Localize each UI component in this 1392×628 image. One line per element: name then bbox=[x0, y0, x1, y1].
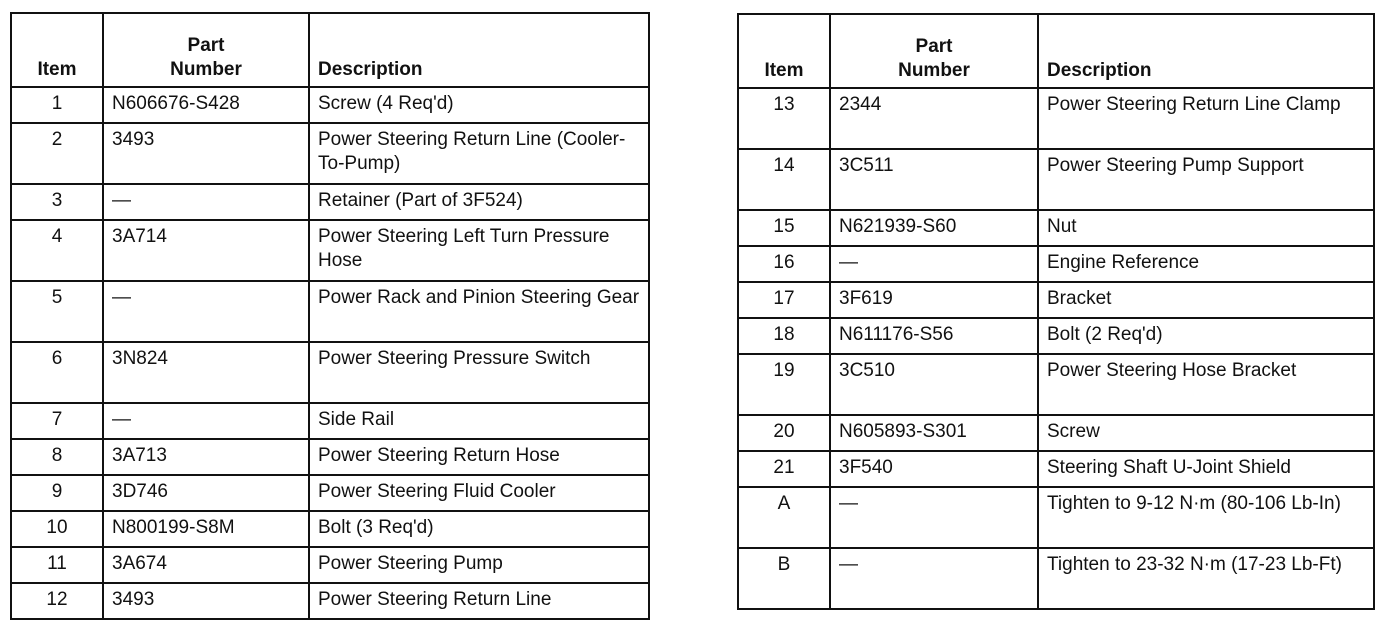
part-number-cell: 3493 bbox=[103, 123, 309, 184]
table-row bbox=[11, 281, 649, 342]
description-cell: Bolt (2 Req'd) bbox=[1038, 318, 1374, 354]
part-number-header: Part Number bbox=[830, 14, 1038, 88]
table-row bbox=[11, 475, 649, 511]
table-row bbox=[738, 451, 1374, 487]
part-number-cell: — bbox=[103, 281, 309, 342]
description-cell: Bolt (3 Req'd) bbox=[309, 511, 649, 547]
left-table-body bbox=[11, 87, 649, 619]
item-cell: 8 bbox=[11, 439, 103, 475]
item-cell: 17 bbox=[738, 282, 830, 318]
table-row bbox=[738, 318, 1374, 354]
part-number-cell: 3A714 bbox=[103, 220, 309, 281]
table-row bbox=[11, 184, 649, 220]
table-row bbox=[738, 415, 1374, 451]
table-row bbox=[738, 88, 1374, 149]
item-cell: 7 bbox=[11, 403, 103, 439]
part-number-cell: 3A674 bbox=[103, 547, 309, 583]
item-header: Item bbox=[11, 13, 103, 87]
item-cell: 6 bbox=[11, 342, 103, 403]
description-cell: Retainer (Part of 3F524) bbox=[309, 184, 649, 220]
description-cell: Power Steering Fluid Cooler bbox=[309, 475, 649, 511]
table-row bbox=[11, 342, 649, 403]
item-cell: 11 bbox=[11, 547, 103, 583]
part-number-cell: 2344 bbox=[830, 88, 1038, 149]
table-row bbox=[11, 403, 649, 439]
item-cell: 9 bbox=[11, 475, 103, 511]
header-row bbox=[11, 13, 649, 87]
part-number-cell: — bbox=[830, 548, 1038, 609]
item-cell: 19 bbox=[738, 354, 830, 415]
description-header: Description bbox=[1038, 14, 1374, 88]
description-cell: Power Steering Return Line bbox=[309, 583, 649, 619]
table-row bbox=[738, 354, 1374, 415]
description-cell: Power Steering Pressure Switch bbox=[309, 342, 649, 403]
table-row bbox=[11, 583, 649, 619]
description-header: Description bbox=[309, 13, 649, 87]
part-number-cell: 3F619 bbox=[830, 282, 1038, 318]
description-cell: Power Steering Return Line (Cooler-To-Pump) bbox=[309, 123, 649, 184]
description-cell: Power Steering Return Hose bbox=[309, 439, 649, 475]
description-cell: Tighten to 23-32 N·m (17-23 Lb-Ft) bbox=[1038, 548, 1374, 609]
item-cell: 20 bbox=[738, 415, 830, 451]
description-cell: Engine Reference bbox=[1038, 246, 1374, 282]
description-cell: Power Steering Return Line Clamp bbox=[1038, 88, 1374, 149]
right-table-body bbox=[738, 88, 1374, 609]
table-row bbox=[11, 123, 649, 184]
table-row bbox=[11, 547, 649, 583]
part-number-cell: 3D746 bbox=[103, 475, 309, 511]
part-number-cell: — bbox=[103, 403, 309, 439]
description-cell: Nut bbox=[1038, 210, 1374, 246]
table-row bbox=[738, 548, 1374, 609]
table-row bbox=[738, 282, 1374, 318]
part-number-cell: 3C511 bbox=[830, 149, 1038, 210]
description-cell: Power Steering Pump bbox=[309, 547, 649, 583]
description-cell: Power Steering Left Turn Pressure Hose bbox=[309, 220, 649, 281]
item-cell: 4 bbox=[11, 220, 103, 281]
left-parts-table bbox=[10, 12, 650, 620]
item-cell: 16 bbox=[738, 246, 830, 282]
description-cell: Side Rail bbox=[309, 403, 649, 439]
table-row bbox=[738, 487, 1374, 548]
part-number-cell: 3C510 bbox=[830, 354, 1038, 415]
table-row bbox=[11, 220, 649, 281]
item-cell: 2 bbox=[11, 123, 103, 184]
part-number-header: Part Number bbox=[103, 13, 309, 87]
part-number-cell: 3F540 bbox=[830, 451, 1038, 487]
item-cell: 12 bbox=[11, 583, 103, 619]
item-cell: 10 bbox=[11, 511, 103, 547]
description-cell: Power Rack and Pinion Steering Gear bbox=[309, 281, 649, 342]
table-row bbox=[738, 246, 1374, 282]
item-cell: 18 bbox=[738, 318, 830, 354]
description-cell: Power Steering Hose Bracket bbox=[1038, 354, 1374, 415]
part-number-cell: 3N824 bbox=[103, 342, 309, 403]
table-row bbox=[738, 149, 1374, 210]
description-cell: Steering Shaft U-Joint Shield bbox=[1038, 451, 1374, 487]
item-cell: 13 bbox=[738, 88, 830, 149]
description-cell: Bracket bbox=[1038, 282, 1374, 318]
part-number-cell: — bbox=[830, 487, 1038, 548]
description-cell: Tighten to 9-12 N·m (80-106 Lb-In) bbox=[1038, 487, 1374, 548]
item-cell: A bbox=[738, 487, 830, 548]
item-header: Item bbox=[738, 14, 830, 88]
part-number-cell: N800199-S8M bbox=[103, 511, 309, 547]
table-row bbox=[11, 87, 649, 123]
part-number-cell: — bbox=[830, 246, 1038, 282]
part-number-cell: — bbox=[103, 184, 309, 220]
item-cell: 5 bbox=[11, 281, 103, 342]
table-row bbox=[11, 511, 649, 547]
description-cell: Screw bbox=[1038, 415, 1374, 451]
part-number-cell: 3A713 bbox=[103, 439, 309, 475]
item-cell: 21 bbox=[738, 451, 830, 487]
part-number-cell: N611176-S56 bbox=[830, 318, 1038, 354]
item-cell: 1 bbox=[11, 87, 103, 123]
description-cell: Power Steering Pump Support bbox=[1038, 149, 1374, 210]
table-row bbox=[11, 439, 649, 475]
item-cell: 3 bbox=[11, 184, 103, 220]
right-parts-table bbox=[737, 13, 1375, 610]
part-number-cell: 3493 bbox=[103, 583, 309, 619]
table-row bbox=[738, 210, 1374, 246]
item-cell: 14 bbox=[738, 149, 830, 210]
header-row bbox=[738, 14, 1374, 88]
item-cell: 15 bbox=[738, 210, 830, 246]
item-cell: B bbox=[738, 548, 830, 609]
part-number-cell: N606676-S428 bbox=[103, 87, 309, 123]
description-cell: Screw (4 Req'd) bbox=[309, 87, 649, 123]
part-number-cell: N605893-S301 bbox=[830, 415, 1038, 451]
part-number-cell: N621939-S60 bbox=[830, 210, 1038, 246]
